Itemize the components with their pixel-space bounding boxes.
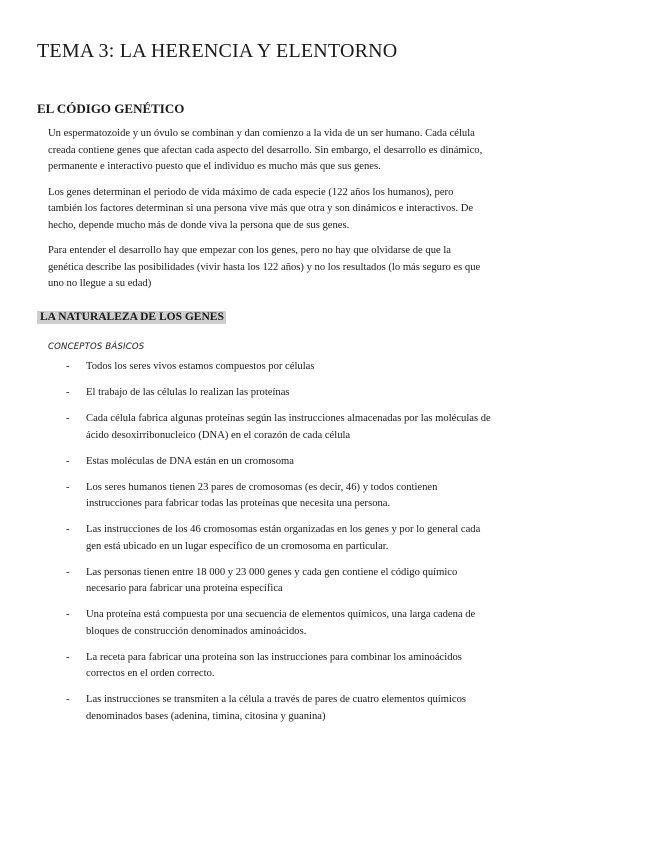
bullet-dash: - [66, 524, 70, 535]
list-item [66, 385, 491, 402]
list-item [66, 359, 491, 376]
list-item [66, 454, 491, 471]
list-item [66, 692, 491, 725]
paragraph: Los genes determinan el periodo de vida máximo de cada especie (122 años los humanos), pero también los factores determinan si una persona vive más que otra y son dinámicos e interactivos. De hecho, depende mucho más de donde viva la persona que de sus genes. [48, 186, 474, 231]
bullet-dash: - [66, 694, 70, 705]
bullet-dash: - [66, 566, 70, 578]
list-item [66, 650, 491, 683]
bullet-dash: - [66, 609, 70, 620]
list-item-text: El trabajo de las células lo realizan las proteínas [86, 387, 290, 398]
intro-text [48, 126, 488, 302]
bullet-dash: - [66, 651, 70, 663]
bullet-dash: - [66, 361, 70, 372]
bullet-dash: - [66, 481, 70, 493]
paragraph: Un espermatozoide y un óvulo se combinan y dan comienzo a la vida de un ser humano. Cada célula creada contiene genes que afectan cada aspecto del desarrollo. Sin embargo, el desarrollo es dinámico, permanente e interactivo puesto que el individuo es mucho más que sus genes. [48, 128, 483, 172]
list-item [66, 480, 491, 513]
list-item [66, 522, 491, 555]
list-item-text: Una proteína está compuesta por una secuencia de elementos químicos, una larga cadena de bloques de construcción denominados aminoácidos. [86, 609, 476, 637]
document-title: TEMA 3: LA HERENCIA Y ELENTORNO [37, 40, 398, 62]
section-heading-naturaleza-genes: LA NATURALEZA DE LOS GENES [37, 311, 226, 324]
list-item-text: La receta para fabricar una proteína son las instrucciones para combinar los aminoácidos correctos en el orden correcto. [86, 651, 462, 679]
list-item-text: Las instrucciones se transmiten a la célula a través de pares de cuatro elementos químicos denominados bases (adenina, timina, citosina y guanina) [86, 694, 467, 722]
list-item-text: Las personas tienen entre 18 000 y 23 000 genes y cada gen contiene el código químico necesario para fabricar una proteína específica [86, 566, 458, 594]
subheading-conceptos-basicos: CONCEPTOS BÁSICOS [48, 342, 145, 352]
paragraph: Para entender el desarrollo hay que empezar con los genes, pero no hay que olvidarse de que la genética describe las posibilidades (vivir hasta los 122 años) y no los resultados (lo más seguro es que uno no llegue a su edad) [48, 245, 481, 289]
list-item-text: Estas moléculas de DNA están en un cromosoma [86, 455, 295, 467]
concepts-list [66, 359, 491, 735]
bullet-dash: - [66, 413, 70, 424]
list-item [66, 565, 491, 598]
list-item [66, 607, 491, 640]
section-heading-codigo-genetico: EL CÓDIGO GENÉTICO [37, 101, 185, 116]
list-item-text: Los seres humanos tienen 23 pares de cromosomas (es decir, 46) y todos contienen instrucciones para fabricar todas las proteínas que necesita una persona. [86, 481, 438, 509]
bullet-dash: - [66, 455, 70, 467]
bullet-dash: - [66, 387, 70, 398]
list-item-text: Las instrucciones de los 46 cromosomas están organizadas en los genes y por lo general cada gen está ubicado en un lugar específico de un cromosoma en particular. [86, 524, 481, 552]
list-item-text: Todos los seres vivos estamos compuestos por células [86, 361, 315, 372]
list-item-text: Cada célula fabrica algunas proteínas según las instrucciones almacenadas por las moléculas de ácido desoxirribonucleico (DNA) en el corazón de cada célula [86, 413, 491, 441]
list-item [66, 411, 491, 444]
